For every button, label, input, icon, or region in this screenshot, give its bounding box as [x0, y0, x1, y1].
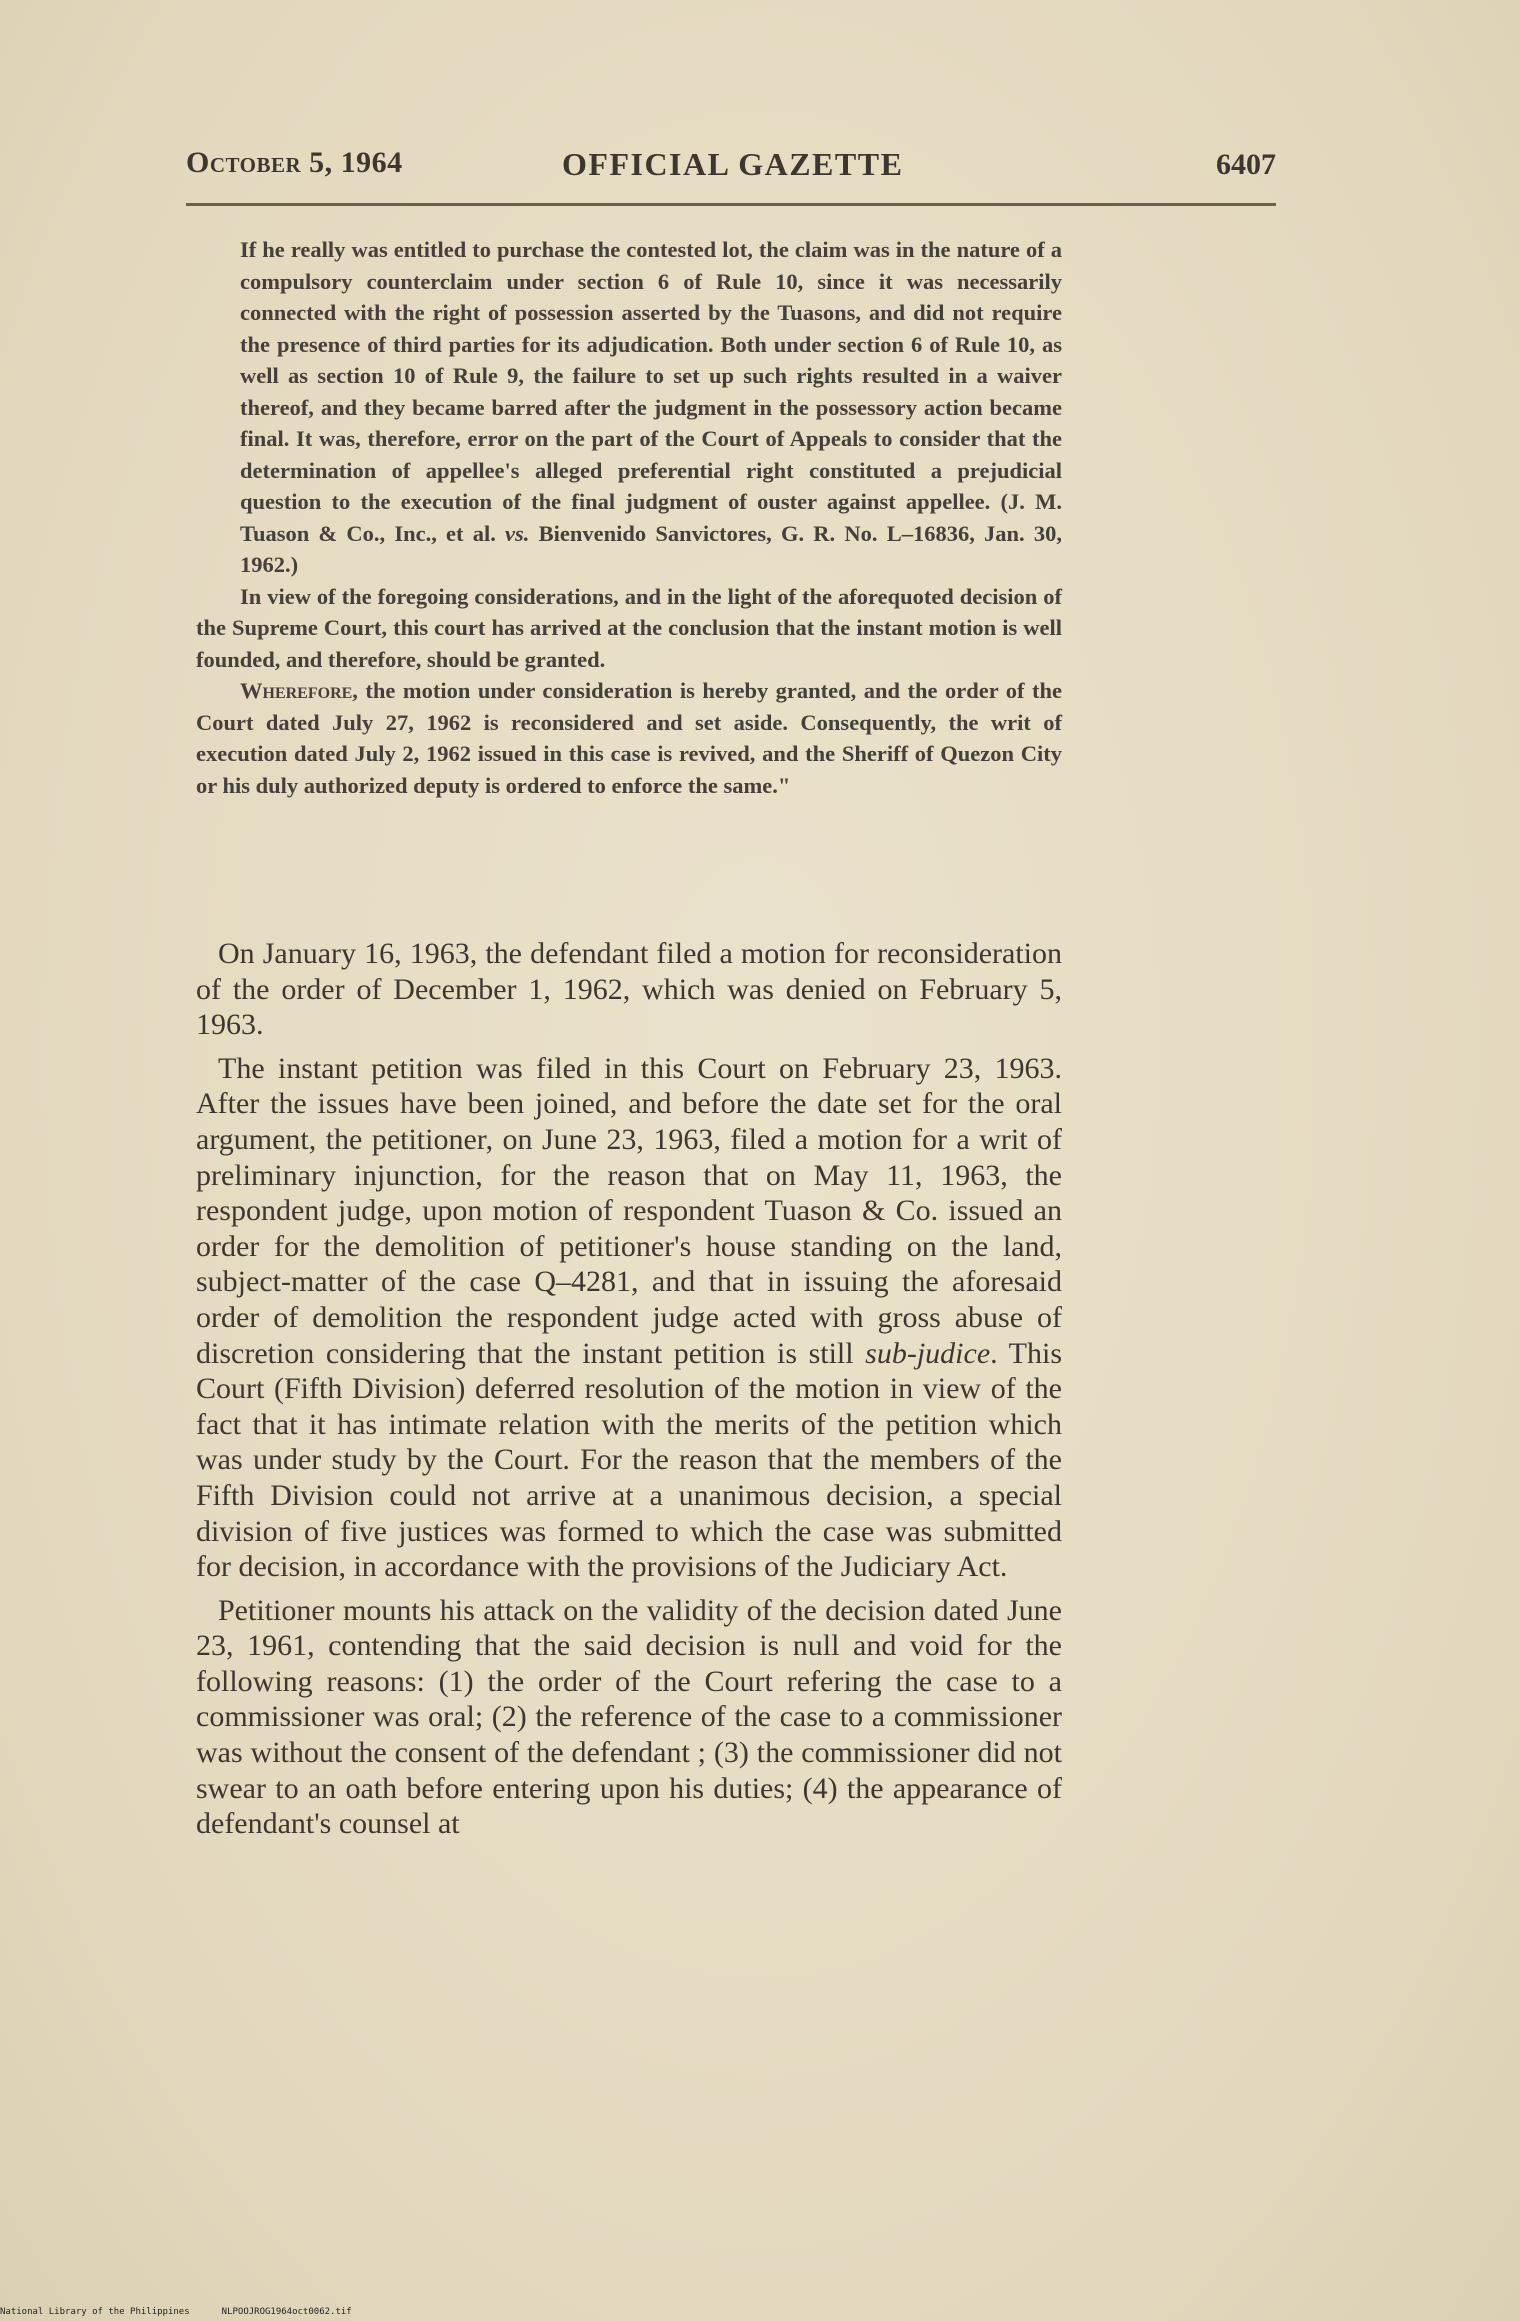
quoted-conclusion-paragraph: In view of the foregoing considerations, and in the light of the aforequoted decision of the Supreme Court, this court has arrived at the conclusion that the instant motion is well founded, and therefore, should be granted.	[196, 583, 1062, 672]
quoted-wherefore-paragraph: Wherefore, the motion under consideration is hereby granted, and the order of the Court dated July 27, 1962 is reconsidered and set aside. Consequently, the writ of execution dated July 2, 1962 issued in this case is revived, and the Sheriff of Quezon City or his duly authorized deputy is ordered to enforce the same."	[196, 678, 1062, 798]
header-title: OFFICIAL GAZETTE	[562, 146, 904, 182]
body-paragraph-2: The instant petition was filed in this Court on February 23, 1963. After the issues have been joined, and before the date set for the oral argument, the petitioner, on June 23, 1963, filed a motion for a writ of preliminary injunction, for the reason that on May 11, 1963, the respondent judge, upon motion of respondent Tuason & Co. issued an order for the demolition of petitioner's house standing on the land, subject-matter of the case Q–4281, and that in issuing the aforesaid order of demolition the respondent judge acted with gross abuse of discretion considering that the instant petition is still sub-judice. This Court (Fifth Division) deferred resolution of the motion in view of the fact that it has intimate relation with the merits of the petition which was under study by the Court. For the reason that the members of the Fifth Division could not arrive at a unanimous decision, a special division of five justices was formed to which the case was submitted for decision, in accordance with the provisions of the Judiciary Act.	[196, 1051, 1063, 1584]
body-paragraph-3: Petitioner mounts his attack on the validity of the decision dated June 23, 1961, contending that the said decision is null and void for the following reasons: (1) the order of the Court refering the case to a commissioner was oral; (2) the reference of the case to a commissioner was without the consent of the defendant ; (3) the commissioner did not swear to an oath before entering upon his duties; (4) the appearance of defendant's counsel at	[196, 1593, 1062, 1841]
footer-filename: NLPOOJROG1964oct0062.tif	[221, 2307, 352, 2317]
header-date: October 5, 1964	[186, 146, 403, 179]
quoted-supreme-court-passage: If he really was entitled to purchase the contested lot, the claim was in the nature of a compulsory counterclaim under section 6 of Rule 10, since it was necessarily connected with the right of possession asserted by the Tuasons, and did not require the presence of third parties for its adjudication. Both under section 6 of Rule 10, as well as section 10 of Rule 9, the failure to set up such rights resulted in a waiver thereof, and they became barred after the judgment in the possessory action became final. It was, therefore, error on the part of the Court of Appeals to consider that the determination of appellee's alleged preferential right constituted a prejudicial question to the execution of the final judgment of ouster against appellee. (J. M. Tuason & Co., Inc., et al. vs. Bienvenido Sanvictores, G. R. No. L–16836, Jan. 30, 1962.)	[240, 237, 1063, 577]
scan-footer	[0, 2307, 384, 2317]
footer-library: National Library of the Philippines	[0, 2307, 190, 2317]
header-page-number: 6407	[1216, 148, 1276, 181]
header-rule	[186, 203, 1276, 206]
body-paragraph-1: On January 16, 1963, the defendant filed a motion for reconsideration of the order of December 1, 1962, which was denied on February 5, 1963.	[196, 937, 1062, 1042]
quoted-decision	[196, 234, 1062, 801]
page-header	[186, 146, 1276, 186]
body-text	[196, 936, 1062, 1850]
